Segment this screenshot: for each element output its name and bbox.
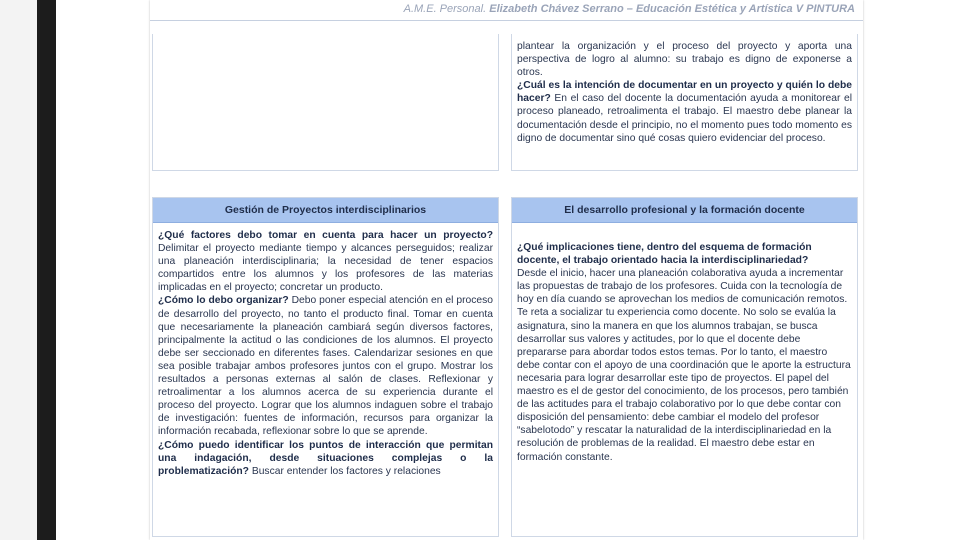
box-title: Gestión de Proyectos interdisciplinarios xyxy=(153,198,498,223)
paragraph xyxy=(517,79,852,144)
paragraph: plantear la organización y el proceso del proyecto y aporta una perspectiva de logro al alumno: su trabajo es digno de exponerse a otros. xyxy=(517,41,852,79)
question: ¿Qué implicaciones tiene, dentro del esquema de formación docente, el trabajo orientado hacia la interdisciplinariedad? xyxy=(517,242,812,267)
answer: Buscar entender los factores y relaciones xyxy=(248,465,441,477)
answer: En el caso del docente la documentación ayuda a monitorear el proceso planeado, retroalimenta el trabajo. El maestro debe planear la documentación desde el principio, no el momento pues todo momento es digno de documentar sino qué cosas quiero evidenciar del proceso. xyxy=(517,93,852,144)
left-margin xyxy=(0,0,37,540)
answer: Debo poner especial atención en el proceso de desarrollo del proyecto, no tanto el producto final. Tomar en cuenta que necesariamente la planeación cambiará según diversos factores, principalmente la actitud o las condiciones de los alumnos. El proyecto debe ser seccionado en diferentes fases. Calendarizar sesiones en que sea posible trabajar ambos profesores juntos con el grupo. Mostrar los resultados a personas externas al salón de clases. Reflexionar y retroalimentar a los alumnos acerca de su experiencia durante el proceso del proyecto. Lograr que los alumnos indaguen sobre el trabajo de investigación: fuentes de información, recursos para organizar la información recabada, reflexionar sobre lo que se aprende. xyxy=(158,295,493,438)
left-dark-strip xyxy=(37,0,56,540)
top-left-box xyxy=(152,34,499,171)
document-page xyxy=(150,0,863,540)
question: ¿Cómo lo debo organizar? xyxy=(158,295,289,307)
paragraph xyxy=(158,294,493,438)
page-header xyxy=(150,3,855,17)
question: ¿Cómo puedo identificar los puntos de interacción que permitan una indagación, desde situaciones complejas o la problematización? xyxy=(158,439,493,477)
top-right-box xyxy=(511,34,858,171)
box-title: El desarrollo profesional y la formación docente xyxy=(512,198,857,223)
paragraph xyxy=(158,439,493,478)
paragraph xyxy=(158,229,493,294)
answer: Desde el inicio, hacer una planeación colaborativa ayuda a incrementar las propuestas de trabajo de los profesores. Cuida con la tecnología de hoy en día cuando se aprovechan los medios de comunicación remotos. Te reta a socializar tu experiencia como docente. No solo se evalúa la asignatura, sino la manera en que los alumnos trabajan, se busca desarrollar sus valores y actitudes, por lo que el docente debe prepararse para abordar todos estos temas. Por lo tanto, el maestro debe contar con el apoyo de una coordinación que le aporte la estructura necesaria para lograr desarrollar este tipo de proyectos. El papel del maestro es el de gestor del conocimiento, de los procesos, pero también de las actitudes para el trabajo colaborativo por lo que debe contar con disposición del pensamiento: debe cambiar el modelo del profesor “sabelotodo” y rescatar la naturalidad de la interdisciplinariedad en la resolución de problemas de la realidad. El maestro debe estar en formación constante. xyxy=(517,268,851,463)
question: ¿Qué factores debo tomar en cuenta para hacer un proyecto? xyxy=(158,230,493,241)
project-management-box xyxy=(152,197,499,537)
header-author-course: Elizabeth Chávez Serrano – Educación Estética y Artística V PINTURA xyxy=(489,3,855,15)
header-rule xyxy=(150,20,863,21)
answer: Delimitar el proyecto mediante tiempo y alcances perseguidos; realizar una planeación interdisciplinaria; la necesidad de tener espacios compartidos entre los alumnos y los profesores de las materias implicadas en el proyecto; concretar un producto. xyxy=(158,243,493,294)
top-right-content xyxy=(512,34,857,145)
professional-development-content xyxy=(512,223,857,464)
professional-development-box xyxy=(511,197,858,537)
question: ¿Cuál es la intención de documentar en un proyecto y quién lo debe hacer? xyxy=(517,80,852,105)
project-management-content xyxy=(153,223,498,478)
header-prefix: A.M.E. Personal. xyxy=(403,3,487,15)
